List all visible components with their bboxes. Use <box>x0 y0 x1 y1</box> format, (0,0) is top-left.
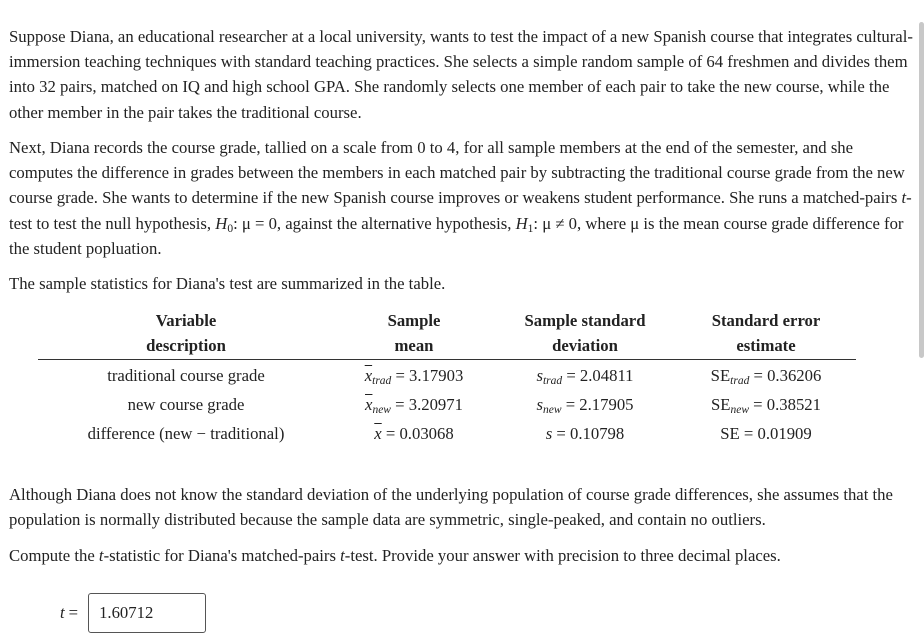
answer-input[interactable]: 1.60712 <box>88 593 206 633</box>
question-text-b: -statistic for Diana's matched-pairs <box>103 546 341 565</box>
h0-rest: : μ = 0, against the alternative hypothesis, <box>233 213 516 233</box>
h1-subscript: 1 <box>527 222 534 235</box>
assumption-paragraph: Although Diana does not know the standard deviation of the underlying population of course grade differences, she assumes that the population is normally distributed because the sample data are symmetric, single-peaked, and contain no outliers. <box>9 485 893 530</box>
t-symbol: t <box>98 546 104 565</box>
row-sd: $s_{new} = 2.17905$ <box>536 395 634 416</box>
table-row <box>38 419 856 448</box>
t-symbol: t <box>340 546 345 565</box>
method-text-b: -test to test the null hypothesis, <box>9 188 912 233</box>
row-se: $SE_{trad} = 0.36206$ <box>710 366 822 387</box>
row-description: traditional course grade <box>107 366 265 385</box>
answer-row <box>60 592 206 634</box>
table-row <box>38 361 856 390</box>
header-sd: Sample standard deviation <box>524 311 646 355</box>
table-row <box>38 390 856 419</box>
method-text-a: Next, Diana records the course grade, tallied on a scale from 0 to 4, for all sample members at the end of the semester, and she computes the difference in grades between the members in each matched pair by subtracting the traditional course grade from the new course grade. She wants to determine if the new Spanish course improves or weakens student performance. She runs a matched-pairs <box>9 138 905 208</box>
row-se: SE = 0.01909 <box>720 424 812 443</box>
row-sd: $s_{trad} = 2.04811$ <box>536 366 634 387</box>
row-description: new course grade <box>127 395 245 414</box>
row-sd: s = 0.10798 <box>545 424 625 443</box>
header-se: Standard error estimate <box>711 311 821 355</box>
h0-symbol: H <box>215 213 228 233</box>
h1-symbol: H <box>515 213 528 233</box>
row-description: difference (new − traditional) <box>87 424 285 443</box>
answer-equals: = <box>68 603 79 622</box>
table-header <box>38 308 856 360</box>
statistics-table <box>38 308 856 448</box>
question-text-a: Compute the <box>9 546 99 565</box>
answer-label: t <box>60 603 65 622</box>
intro-paragraph: Suppose Diana, an educational researcher at a local university, wants to test the impact of a new Spanish course that integrates cultural-immersion teaching techniques with standard teaching practices. She selects a simple random sample of 64 freshmen and divides them into 32 pairs, matched on IQ and high school GPA. She randomly selects one member of each pair to take the new course, while the other member in the pair takes the traditional course. <box>9 27 913 122</box>
header-mean: Sample mean <box>387 311 441 355</box>
header-variable: Variable description <box>146 311 226 355</box>
h0-subscript: 0 <box>227 222 234 235</box>
question-paragraph <box>9 543 781 568</box>
row-mean: $\overline{x}_{trad} = 3.17903$ <box>364 366 464 387</box>
question-text-c: -test. Provide your answer with precision to three decimal places. <box>344 546 781 565</box>
row-se: $SE_{new} = 0.38521$ <box>710 395 821 416</box>
h1-rest: : μ ≠ 0, where μ is the mean course grade difference for the student popluation. <box>9 213 904 258</box>
table-intro: The sample statistics for Diana's test are summarized in the table. <box>9 274 446 293</box>
row-mean: $\overline{x}_{new} = 3.20971$ <box>365 395 463 416</box>
method-paragraph <box>9 135 914 261</box>
scrollbar[interactable] <box>919 22 924 358</box>
t-symbol: t <box>901 188 907 208</box>
row-mean: $\overline{x} = 0.03068$ <box>374 424 454 443</box>
